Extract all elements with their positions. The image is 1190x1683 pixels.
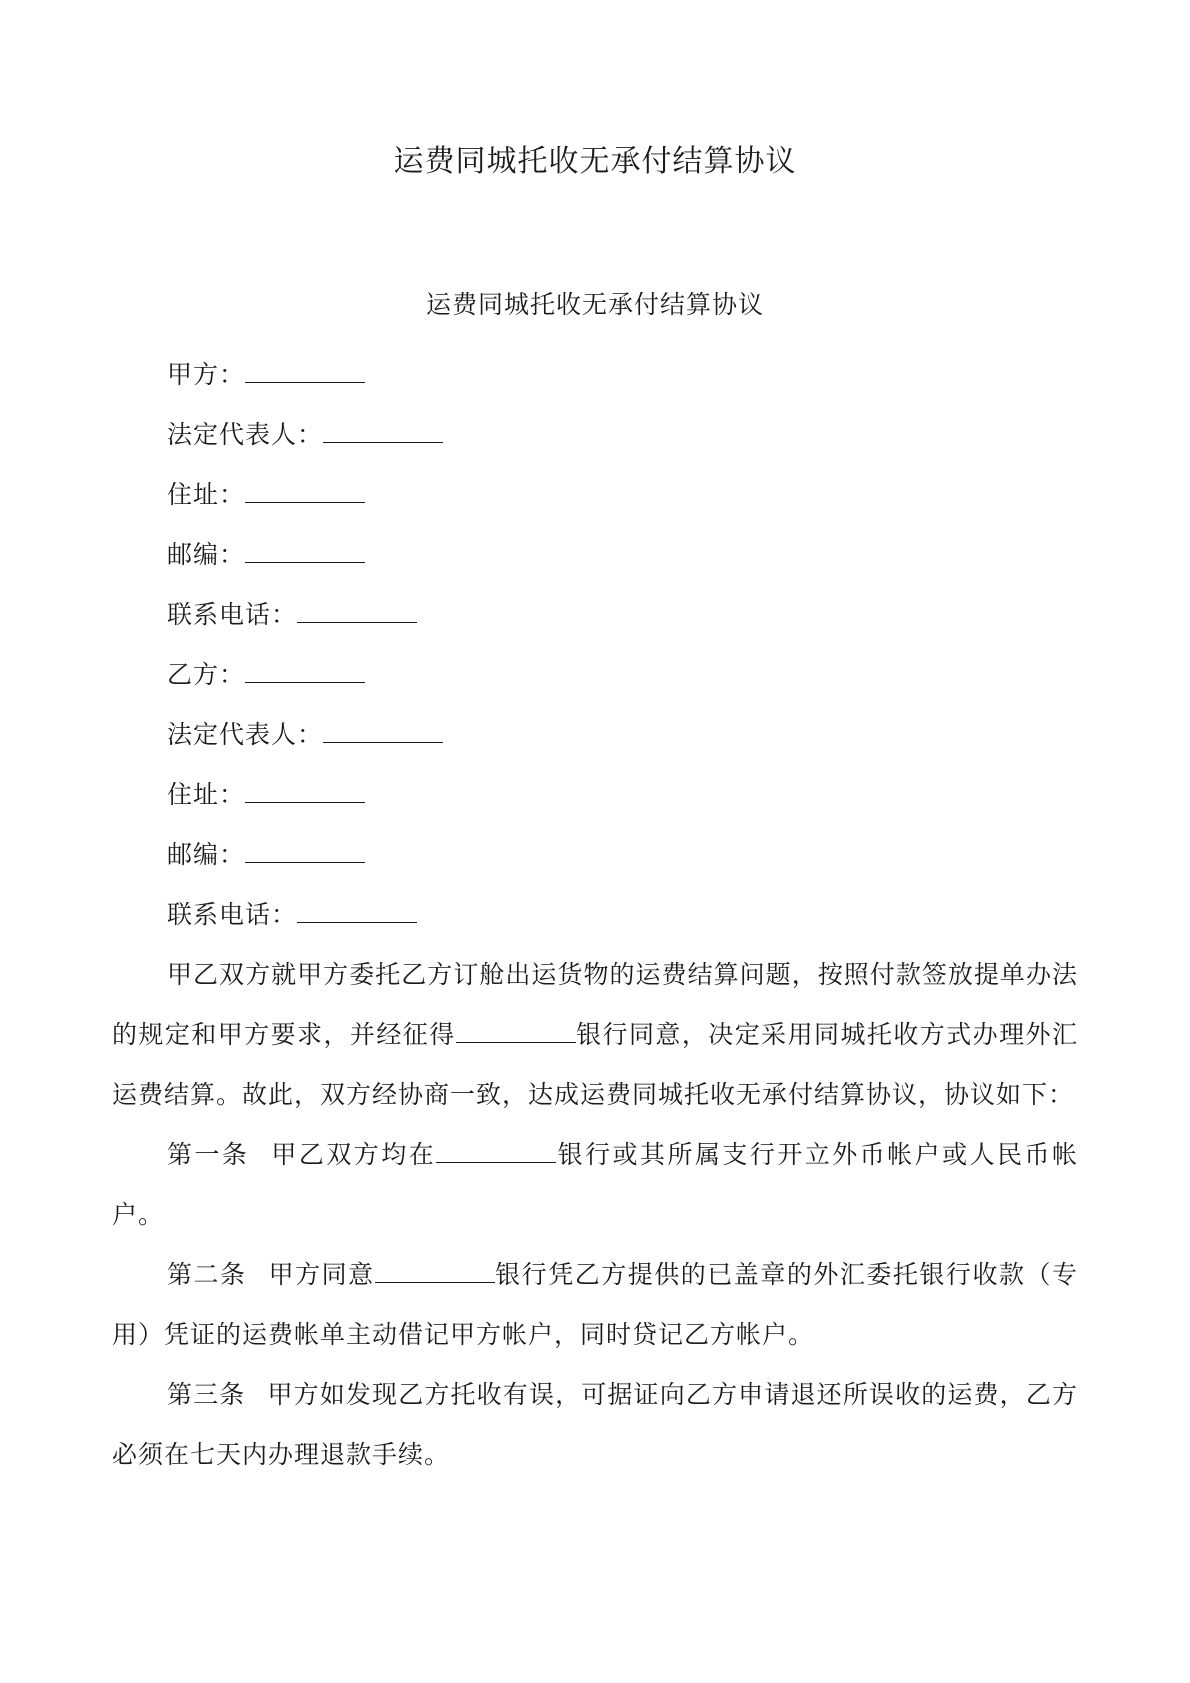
article-1-text-part2: 银行或其所属支行开立外币帐户或人民币帐户。 bbox=[112, 1140, 1078, 1229]
party-a-name-field bbox=[112, 345, 1078, 405]
intro-text-part1: 甲乙双方就甲方委托乙方订舱出运货物的运费结算问题，按照付款签放提单办法的规定和甲方要求，并经征得 bbox=[112, 960, 1078, 1049]
party-b-rep-field bbox=[112, 705, 1078, 765]
party-b-name-field bbox=[112, 645, 1078, 705]
party-a-rep-label: 法定代表人： bbox=[167, 420, 324, 449]
intro-bank-blank[interactable] bbox=[456, 1020, 576, 1043]
party-b-phone-blank[interactable] bbox=[297, 900, 417, 923]
party-a-postcode-field bbox=[112, 525, 1078, 585]
party-a-postcode-label: 邮编： bbox=[167, 540, 246, 569]
party-a-name-blank[interactable] bbox=[245, 360, 365, 383]
party-b-phone-field bbox=[112, 885, 1078, 945]
party-b-name-blank[interactable] bbox=[245, 660, 365, 683]
party-b-phone-label: 联系电话： bbox=[167, 900, 298, 929]
party-b-address-label: 住址： bbox=[167, 780, 246, 809]
intro-paragraph bbox=[112, 945, 1078, 1125]
article-2 bbox=[112, 1245, 1078, 1365]
intro-text-part2: 银行同意，决定采用同城托收方式办理外汇运费结算。故此，双方经协商一致，达成运费同城托收无承付结算协议，协议如下： bbox=[112, 1020, 1078, 1109]
article-1-heading: 第一条 bbox=[167, 1140, 250, 1169]
party-b-address-field bbox=[112, 765, 1078, 825]
article-3 bbox=[112, 1365, 1078, 1485]
party-a-address-blank[interactable] bbox=[245, 480, 365, 503]
article-2-text-part2: 银行凭乙方提供的已盖章的外汇委托银行收款（专用）凭证的运费帐单主动借记甲方帐户，同时贷记乙方帐户。 bbox=[112, 1260, 1078, 1349]
party-b-address-blank[interactable] bbox=[245, 780, 365, 803]
article-1 bbox=[112, 1125, 1078, 1245]
article-1-text-part1: 甲乙双方均在 bbox=[271, 1140, 437, 1169]
article-1-bank-blank[interactable] bbox=[436, 1140, 556, 1163]
party-b-name-label: 乙方： bbox=[167, 660, 246, 689]
party-a-postcode-blank[interactable] bbox=[245, 540, 365, 563]
party-b-postcode-field bbox=[112, 825, 1078, 885]
document-title: 运费同城托收无承付结算协议 bbox=[393, 144, 797, 179]
party-a-address-field bbox=[112, 465, 1078, 525]
party-b-postcode-blank[interactable] bbox=[245, 840, 365, 863]
party-b-postcode-label: 邮编： bbox=[167, 840, 246, 869]
party-a-name-label: 甲方： bbox=[167, 360, 246, 389]
party-a-address-label: 住址： bbox=[167, 480, 246, 509]
party-b-rep-label: 法定代表人： bbox=[167, 720, 324, 749]
document-subtitle: 运费同城托收无承付结算协议 bbox=[425, 290, 764, 319]
article-2-heading: 第二条 bbox=[167, 1260, 247, 1289]
party-a-rep-blank[interactable] bbox=[323, 420, 443, 443]
party-b-rep-blank[interactable] bbox=[323, 720, 443, 743]
article-3-heading: 第三条 bbox=[167, 1380, 246, 1409]
document-body bbox=[112, 345, 1078, 1485]
party-a-phone-label: 联系电话： bbox=[167, 600, 298, 629]
article-2-bank-blank[interactable] bbox=[375, 1260, 495, 1283]
party-a-phone-blank[interactable] bbox=[297, 600, 417, 623]
article-2-text-part1: 甲方同意 bbox=[268, 1260, 375, 1289]
article-3-text: 甲方如发现乙方托收有误，可据证向乙方申请退还所误收的运费，乙方必须在七天内办理退款手续。 bbox=[112, 1380, 1078, 1469]
party-a-rep-field bbox=[112, 405, 1078, 465]
party-a-phone-field bbox=[112, 585, 1078, 645]
